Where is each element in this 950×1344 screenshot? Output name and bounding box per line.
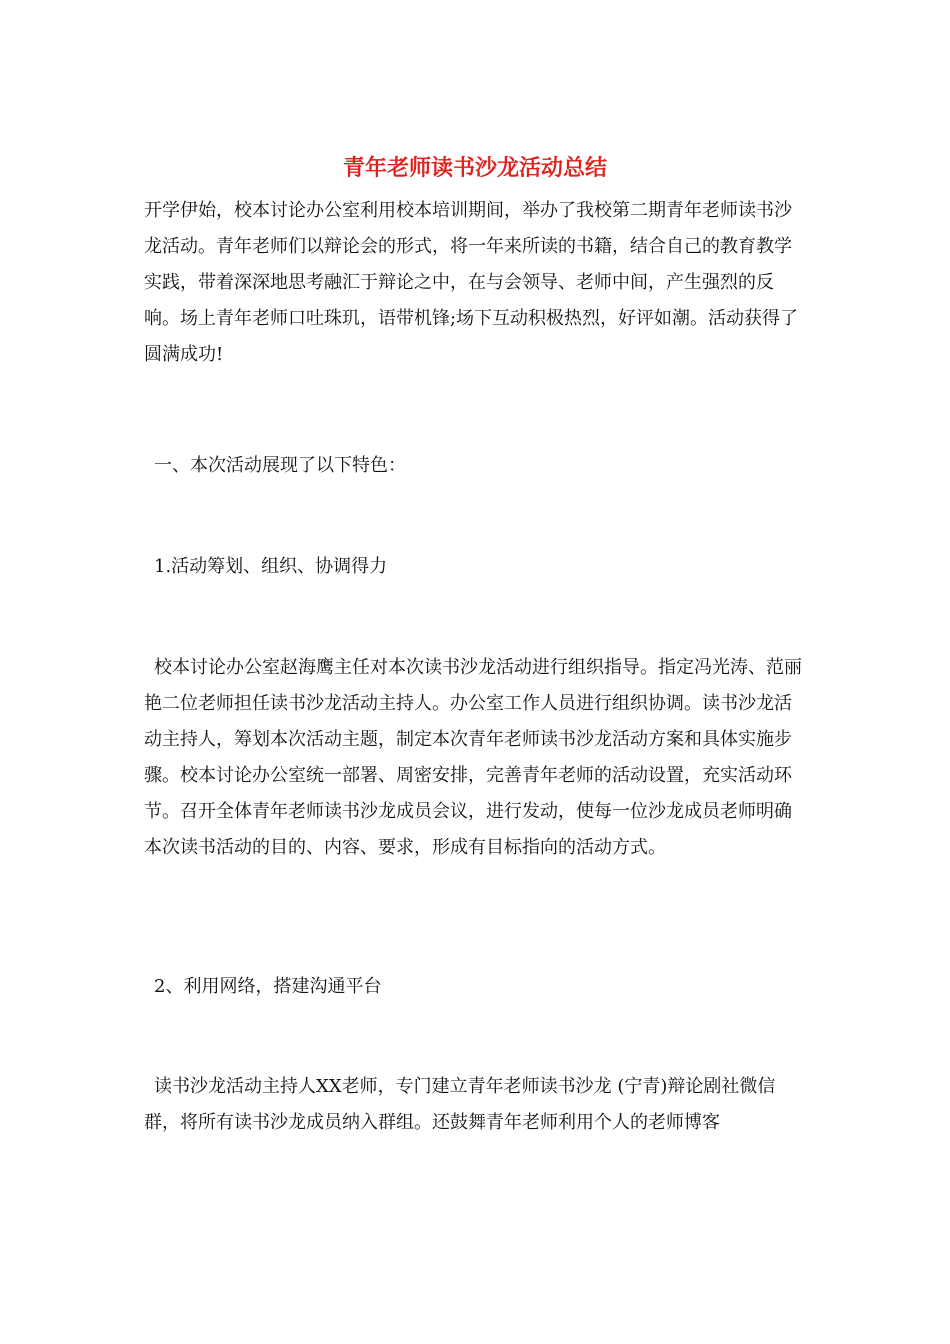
section-heading: 一、本次活动展现了以下特色：	[154, 455, 406, 476]
point1-heading: 1.活动筹划、组织、协调得力	[154, 556, 388, 577]
point2-heading: 2、利用网络，搭建沟通平台	[154, 976, 382, 997]
point1-paragraph: 校本讨论办公室赵海鹰主任对本次读书沙龙活动进行组织指导。指定冯光涛、范丽艳二位老师担任读书沙龙活动主持人。办公室工作人员进行组织协调。读书沙龙活动主持人，筹划本次活动主题，制定本次青年老师读书沙龙活动方案和具体实施步骤。校本讨论办公室统一部署、周密安排，完善青年老师的活动设置，充实活动环节。召开全体青年老师读书沙龙成员会议，进行发动，使每一位沙龙成员老师明确本次读书活动的目的、内容、要求，形成有目标指向的活动方式。	[144, 657, 802, 858]
intro-paragraph: 开学伊始，校本讨论办公室利用校本培训期间，举办了我校第二期青年老师读书沙龙活动。青年老师们以辩论会的形式，将一年来所读的书籍，结合自己的教育教学实践，带着深深地思考融汇于辩论之中，在与会领导、老师中间，产生强烈的反响。场上青年老师口吐珠玑，语带机锋;场下互动积极热烈，好评如潮。活动获得了圆满成功!	[144, 200, 799, 365]
document-title: 青年老师读书沙龙活动总结	[342, 155, 607, 181]
point2-paragraph: 读书沙龙活动主持人XX老师，专门建立青年老师读书沙龙 (宁青)辩论剧社微信群，将所有读书沙龙成员纳入群组。还鼓舞青年老师利用个人的老师博客	[144, 1076, 776, 1133]
